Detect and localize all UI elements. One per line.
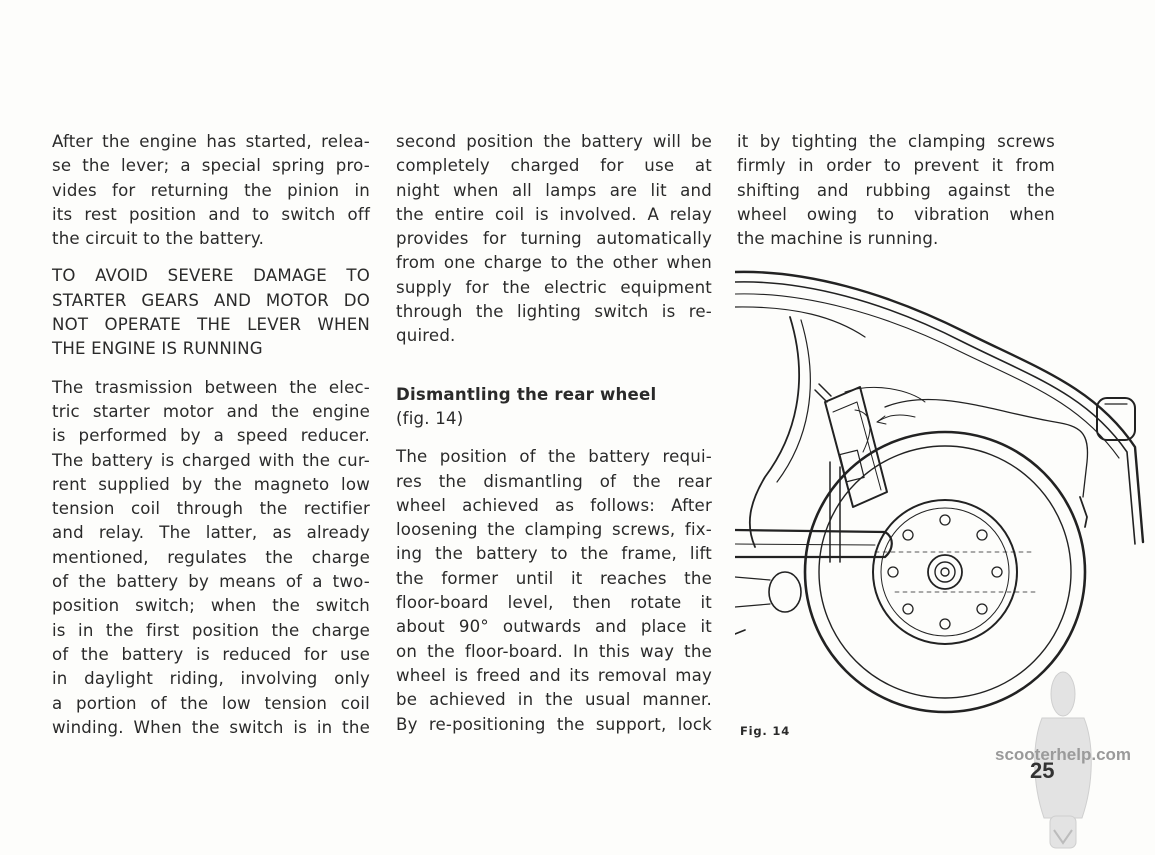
text-line: is performed by a speed reducer.	[52, 426, 370, 446]
text-line: of the battery by means of a two-	[52, 572, 370, 592]
text-line: provides for turning automatically	[396, 229, 712, 249]
text-line: winding. When the switch is in the	[52, 717, 370, 737]
text-line: on the floor-board. In this way the	[396, 641, 712, 661]
text-line: ing the battery to the frame, lift	[396, 544, 712, 564]
text-line: through the lighting switch is re-	[396, 302, 712, 322]
text-line: shifting and rubbing against the	[737, 180, 1055, 200]
text-line: rent supplied by the magneto low	[52, 474, 370, 494]
text-line: the entire coil is involved. A relay	[396, 204, 712, 224]
figure-caption: Fig. 14	[740, 724, 791, 738]
warning-line: THE ENGINE IS RUNNING	[52, 339, 263, 359]
text-column-3	[737, 130, 1055, 251]
warning-line: NOT OPERATE THE LEVER WHEN	[52, 315, 370, 335]
text-column-2	[396, 130, 712, 737]
text-line: firmly in order to prevent it from	[737, 156, 1055, 176]
text-line: wheel owing to vibration when	[737, 204, 1055, 224]
text-line: night when all lamps are lit and	[396, 180, 712, 200]
watermark-text: scooterhelp.com	[995, 745, 1132, 764]
paragraph-battery-charge	[396, 130, 712, 349]
text-line: wheel is freed and its removal may	[396, 665, 712, 685]
text-line: loosening the clamping screws, fix-	[396, 520, 712, 540]
text-line: about 90° outwards and place it	[396, 617, 712, 637]
text-line: the former until it reaches the	[396, 568, 712, 588]
text-line: the machine is running.	[737, 229, 939, 249]
text-line: from one charge to the other when	[396, 253, 712, 273]
text-line: After the engine has started, relea-	[52, 132, 370, 151]
text-line: The position of the battery requi-	[396, 447, 712, 467]
paragraph-transmission	[52, 376, 370, 740]
text-line: the circuit to the battery.	[52, 229, 265, 249]
text-line: second position the battery will be	[396, 132, 712, 151]
warning-line: STARTER GEARS AND MOTOR DO	[52, 290, 370, 310]
text-line: in daylight riding, involving only	[52, 669, 370, 689]
paragraph-engine-start	[52, 130, 370, 251]
text-line: supply for the electric equipment	[396, 277, 712, 297]
warning-line: TO AVOID SEVERE DAMAGE TO	[52, 266, 370, 286]
text-line: quired.	[396, 326, 456, 346]
text-line: and relay. The latter, as already	[52, 523, 370, 543]
text-line: mentioned, regulates the charge	[52, 547, 370, 567]
text-line: vides for returning the pinion in	[52, 180, 370, 200]
paragraph-tighten	[737, 130, 1055, 251]
rear-wheel-illustration	[735, 262, 1155, 722]
text-line: completely charged for use at	[396, 156, 712, 176]
paragraph-dismantling	[396, 445, 712, 737]
figure-reference: (fig. 14)	[396, 408, 464, 428]
page-number: 25	[1030, 758, 1055, 783]
text-column-1	[52, 130, 370, 740]
section-heading: Dismantling the rear wheel	[396, 384, 657, 404]
warning-notice	[52, 264, 370, 361]
text-line: se the lever; a special spring pro-	[52, 156, 370, 176]
text-line: position switch; when the switch	[52, 596, 370, 616]
text-line: is in the first position the charge	[52, 620, 370, 640]
text-line: res the dismantling of the rear	[396, 471, 712, 491]
text-line: The battery is charged with the cur-	[52, 450, 370, 470]
text-line: its rest position and to switch off	[52, 204, 370, 224]
text-line: it by tighting the clamping screws	[737, 132, 1055, 151]
text-line: of the battery is reduced for use	[52, 644, 370, 664]
text-line: a portion of the low tension coil	[52, 693, 370, 713]
text-line: tric starter motor and the engine	[52, 401, 370, 421]
text-line: be achieved in the usual manner.	[396, 690, 712, 710]
text-line: The trasmission between the elec-	[52, 377, 370, 397]
text-line: floor-board level, then rotate it	[396, 593, 712, 613]
text-line: tension coil through the rectifier	[52, 499, 370, 519]
text-line: By re-positioning the support, lock	[396, 714, 712, 734]
text-line: wheel achieved as follows: After	[396, 495, 712, 515]
